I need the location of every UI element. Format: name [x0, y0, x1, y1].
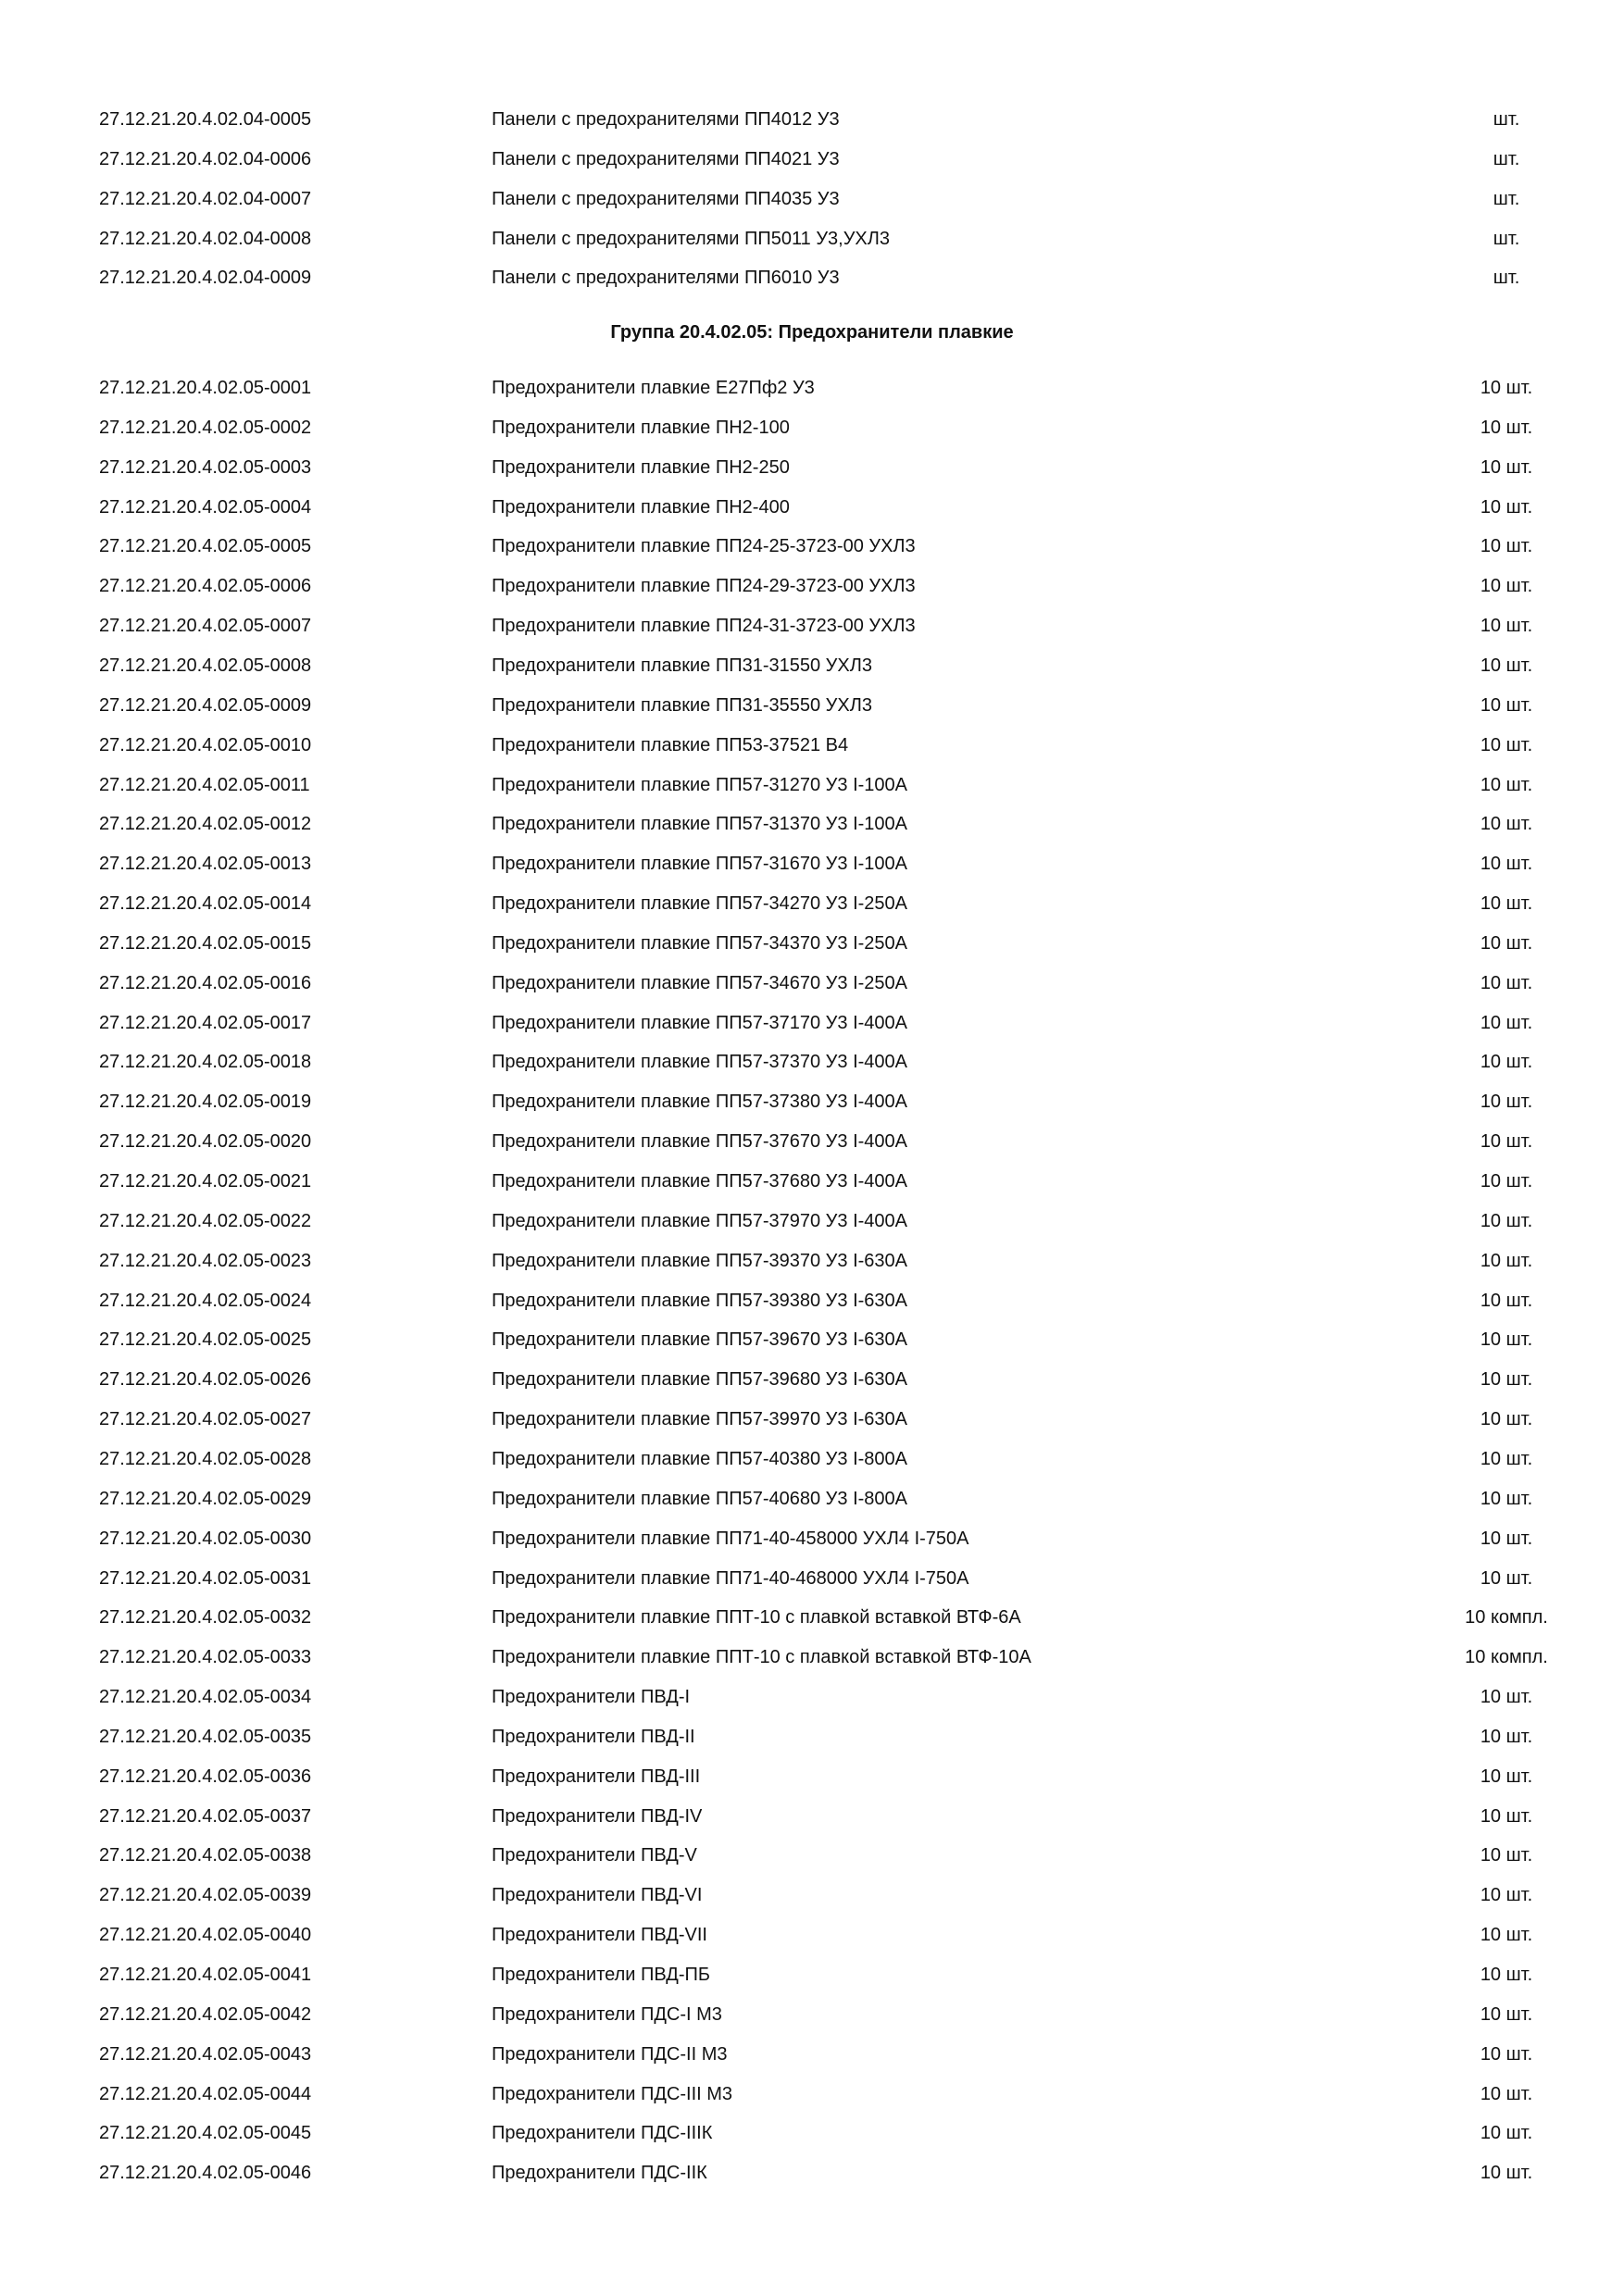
item-name: Предохранители плавкие ПП57-39670 У3 I-630А — [492, 1329, 907, 1351]
item-name: Предохранители плавкие ПП57-34270 У3 I-250А — [492, 893, 907, 915]
table-row — [0, 726, 1624, 765]
item-code: 27.12.21.20.4.02.05-0044 — [99, 2083, 312, 2104]
item-unit: 10 шт. — [1480, 536, 1533, 557]
item-name: Предохранители ПВД-II — [492, 1726, 695, 1747]
item-name: Предохранители плавкие ПП57-34370 У3 I-250А — [492, 932, 907, 954]
item-code: 27.12.21.20.4.02.04-0007 — [99, 188, 312, 209]
table-row — [0, 1202, 1624, 1241]
table-row — [0, 1320, 1624, 1359]
table-row — [0, 258, 1624, 297]
table-row — [0, 964, 1624, 1003]
item-name: Предохранители плавкие ПП31-31550 УХЛ3 — [492, 655, 872, 676]
item-name: Предохранители ПДС-II М3 — [492, 2043, 728, 2065]
table-row — [0, 1876, 1624, 1915]
item-unit: 10 шт. — [1480, 1131, 1533, 1153]
item-code: 27.12.21.20.4.02.05-0010 — [99, 734, 312, 755]
item-name: Предохранители плавкие ПН2-250 — [492, 456, 790, 478]
item-code: 27.12.21.20.4.02.05-0020 — [99, 1131, 312, 1153]
table-row — [0, 1360, 1624, 1399]
item-code: 27.12.21.20.4.02.05-0017 — [99, 1012, 312, 1033]
item-code: 27.12.21.20.4.02.05-0004 — [99, 496, 312, 518]
table-row — [0, 1162, 1624, 1201]
item-name: Предохранители плавкие ПП57-40680 У3 I-800А — [492, 1488, 907, 1509]
item-name: Предохранители плавкие ПП57-37970 У3 I-400А — [492, 1210, 907, 1231]
table-row — [0, 1717, 1624, 1756]
table-row — [0, 1082, 1624, 1121]
item-code: 27.12.21.20.4.02.05-0039 — [99, 1885, 312, 1906]
item-unit: 10 шт. — [1480, 1329, 1533, 1351]
table-row — [0, 1242, 1624, 1280]
item-unit: 10 шт. — [1480, 854, 1533, 875]
item-name: Предохранители плавкие ПП57-34670 У3 I-250А — [492, 972, 907, 993]
item-code: 27.12.21.20.4.02.05-0026 — [99, 1369, 312, 1391]
item-code: 27.12.21.20.4.02.04-0006 — [99, 148, 312, 169]
item-name: Предохранители плавкие ППТ-10 с плавкой вставкой ВТФ-6А — [492, 1607, 1021, 1628]
item-unit: 10 шт. — [1480, 456, 1533, 478]
table-row — [0, 1004, 1624, 1042]
item-unit: 10 шт. — [1480, 1726, 1533, 1747]
item-unit: 10 шт. — [1480, 1250, 1533, 1271]
item-code: 27.12.21.20.4.02.05-0014 — [99, 893, 312, 915]
item-name: Предохранители ПВД-ПБ — [492, 1965, 710, 1985]
item-name: Панели с предохранителями ПП4035 У3 — [492, 188, 840, 209]
table-row — [0, 219, 1624, 258]
table-row — [0, 527, 1624, 566]
item-unit: шт. — [1493, 148, 1520, 169]
item-name: Предохранители ПВД-VI — [492, 1885, 703, 1906]
table-row — [0, 805, 1624, 843]
item-unit: 10 шт. — [1480, 1448, 1533, 1469]
item-unit: 10 шт. — [1480, 972, 1533, 993]
item-name: Предохранители ПДС-III М3 — [492, 2083, 733, 2104]
table-row — [0, 1836, 1624, 1875]
table-row — [0, 1995, 1624, 2034]
item-code: 27.12.21.20.4.02.05-0025 — [99, 1329, 312, 1351]
table-row — [0, 567, 1624, 605]
item-code: 27.12.21.20.4.02.05-0045 — [99, 2123, 312, 2144]
item-name: Предохранители плавкие ППТ-10 с плавкой вставкой ВТФ-10А — [492, 1647, 1031, 1668]
item-name: Предохранители плавкие ПП31-35550 УХЛ3 — [492, 694, 872, 716]
item-name: Предохранители ПВД-IV — [492, 1805, 703, 1827]
item-code: 27.12.21.20.4.02.04-0005 — [99, 109, 312, 130]
item-name: Предохранители плавкие ПП57-39380 У3 I-630А — [492, 1290, 907, 1311]
table-row — [0, 766, 1624, 805]
item-unit: 10 шт. — [1480, 1092, 1533, 1113]
item-name: Предохранители плавкие ПП57-37370 У3 I-400А — [492, 1052, 907, 1073]
table-row — [0, 924, 1624, 963]
item-code: 27.12.21.20.4.02.05-0041 — [99, 1965, 312, 1985]
item-unit: 10 шт. — [1480, 1766, 1533, 1787]
item-code: 27.12.21.20.4.02.05-0008 — [99, 655, 312, 676]
item-unit: 10 компл. — [1465, 1647, 1548, 1668]
item-unit: 10 шт. — [1480, 1171, 1533, 1192]
item-unit: 10 шт. — [1480, 2083, 1533, 2104]
item-unit: шт. — [1493, 109, 1520, 130]
item-code: 27.12.21.20.4.02.05-0024 — [99, 1290, 312, 1311]
item-code: 27.12.21.20.4.02.05-0037 — [99, 1805, 312, 1827]
item-code: 27.12.21.20.4.02.05-0001 — [99, 378, 312, 398]
table-row — [0, 488, 1624, 527]
item-name: Предохранители плавкие ПН2-100 — [492, 417, 790, 438]
table-row — [0, 1281, 1624, 1320]
item-unit: 10 шт. — [1480, 576, 1533, 597]
item-unit: 10 шт. — [1480, 1528, 1533, 1549]
item-code: 27.12.21.20.4.02.05-0038 — [99, 1845, 312, 1866]
item-code: 27.12.21.20.4.02.05-0032 — [99, 1607, 312, 1628]
table-row — [0, 1638, 1624, 1677]
table-row — [0, 686, 1624, 725]
table-row — [0, 1678, 1624, 1716]
item-unit: 10 шт. — [1480, 1885, 1533, 1906]
item-unit: 10 шт. — [1480, 1687, 1533, 1708]
table-row — [0, 1519, 1624, 1558]
item-code: 27.12.21.20.4.02.05-0011 — [99, 774, 310, 795]
table-row — [0, 448, 1624, 487]
item-unit: 10 шт. — [1480, 1567, 1533, 1589]
item-name: Панели с предохранителями ПП5011 У3,УХЛ3 — [492, 228, 890, 249]
table-row — [0, 1559, 1624, 1598]
item-unit: 10 шт. — [1480, 378, 1533, 398]
item-unit: 10 шт. — [1480, 734, 1533, 755]
group-heading: Группа 20.4.02.05: Предохранители плавкие — [610, 322, 1014, 343]
table-row — [0, 1440, 1624, 1479]
item-name: Предохранители ПВД-VII — [492, 1925, 707, 1946]
item-unit: 10 шт. — [1480, 1965, 1533, 1985]
item-code: 27.12.21.20.4.02.05-0043 — [99, 2043, 312, 2065]
item-name: Панели с предохранителями ПП4021 У3 — [492, 148, 840, 169]
item-code: 27.12.21.20.4.02.05-0035 — [99, 1726, 312, 1747]
item-name: Панели с предохранителями ПП4012 У3 — [492, 109, 840, 130]
table-row — [0, 408, 1624, 447]
table-row — [0, 2035, 1624, 2074]
item-unit: 10 шт. — [1480, 774, 1533, 795]
item-unit: 10 шт. — [1480, 417, 1533, 438]
item-name: Предохранители плавкие ПП71-40-468000 УХЛ4 I-750А — [492, 1567, 969, 1589]
item-code: 27.12.21.20.4.02.05-0031 — [99, 1567, 312, 1589]
item-code: 27.12.21.20.4.02.05-0036 — [99, 1766, 312, 1787]
item-code: 27.12.21.20.4.02.05-0018 — [99, 1052, 312, 1073]
item-name: Предохранители плавкие ПП24-25-3723-00 УХЛ3 — [492, 536, 916, 557]
item-name: Предохранители плавкие ПП53-37521 В4 — [492, 734, 849, 755]
item-name: Предохранители ПВД-I — [492, 1687, 691, 1708]
item-unit: 10 шт. — [1480, 2163, 1533, 2184]
table-row — [0, 100, 1624, 139]
item-unit: 10 шт. — [1480, 893, 1533, 915]
item-code: 27.12.21.20.4.02.05-0022 — [99, 1210, 312, 1231]
item-code: 27.12.21.20.4.02.05-0009 — [99, 694, 312, 716]
item-unit: 10 шт. — [1480, 1290, 1533, 1311]
table-row — [0, 180, 1624, 218]
item-name: Предохранители плавкие ПП57-39370 У3 I-630А — [492, 1250, 907, 1271]
item-unit: 10 шт. — [1480, 1210, 1533, 1231]
table-row — [0, 1479, 1624, 1518]
item-code: 27.12.21.20.4.02.05-0002 — [99, 417, 312, 438]
item-unit: 10 шт. — [1480, 1845, 1533, 1866]
table-row — [0, 1400, 1624, 1439]
item-code: 27.12.21.20.4.02.05-0013 — [99, 854, 312, 875]
item-unit: 10 шт. — [1480, 932, 1533, 954]
item-code: 27.12.21.20.4.02.05-0042 — [99, 2003, 312, 2025]
item-name: Предохранители плавкие ПП57-37670 У3 I-400А — [492, 1131, 907, 1153]
table-row — [0, 1757, 1624, 1796]
item-code: 27.12.21.20.4.02.05-0030 — [99, 1528, 312, 1549]
item-code: 27.12.21.20.4.02.05-0028 — [99, 1448, 312, 1469]
item-name: Панели с предохранителями ПП6010 У3 — [492, 268, 840, 289]
item-code: 27.12.21.20.4.02.05-0029 — [99, 1488, 312, 1509]
item-name: Предохранители плавкие ПП57-37170 У3 I-400А — [492, 1012, 907, 1033]
item-unit: 10 шт. — [1480, 1925, 1533, 1946]
item-unit: 10 шт. — [1480, 2123, 1533, 2144]
item-name: Предохранители плавкие ПП57-37380 У3 I-400А — [492, 1092, 907, 1113]
item-code: 27.12.21.20.4.02.04-0009 — [99, 268, 312, 289]
item-name: Предохранители плавкие ПП57-39680 У3 I-630А — [492, 1369, 907, 1391]
item-name: Предохранители плавкие ПП57-40380 У3 I-800А — [492, 1448, 907, 1469]
table-row — [0, 2153, 1624, 2192]
item-unit: 10 шт. — [1480, 2043, 1533, 2065]
item-unit: шт. — [1493, 228, 1520, 249]
table-row — [0, 368, 1624, 407]
item-name: Предохранители ПДС-IIК — [492, 2163, 707, 2184]
item-unit: 10 шт. — [1480, 1805, 1533, 1827]
item-name: Предохранители плавкие ПН2-400 — [492, 496, 790, 518]
table-row — [0, 1122, 1624, 1161]
table-row — [0, 1915, 1624, 1954]
item-code: 27.12.21.20.4.02.05-0040 — [99, 1925, 312, 1946]
item-code: 27.12.21.20.4.02.05-0019 — [99, 1092, 312, 1113]
item-name: Предохранители ПВД-III — [492, 1766, 701, 1787]
item-unit: 10 шт. — [1480, 1369, 1533, 1391]
item-unit: 10 шт. — [1480, 814, 1533, 835]
table-row — [0, 2075, 1624, 2114]
table-row — [0, 844, 1624, 883]
item-name: Предохранители ПДС-IIIК — [492, 2123, 713, 2144]
item-unit: 10 шт. — [1480, 1052, 1533, 1073]
item-name: Предохранители плавкие ПП57-31270 У3 I-100А — [492, 774, 907, 795]
item-name: Предохранители плавкие ПП57-37680 У3 I-400А — [492, 1171, 907, 1192]
item-unit: 10 шт. — [1480, 655, 1533, 676]
item-code: 27.12.21.20.4.02.05-0046 — [99, 2163, 312, 2184]
table-row — [0, 2114, 1624, 2152]
item-name: Предохранители плавкие ПП57-31370 У3 I-100А — [492, 814, 907, 835]
item-unit: шт. — [1493, 188, 1520, 209]
item-name: Предохранители плавкие Е27Пф2 У3 — [492, 378, 815, 398]
item-unit: 10 шт. — [1480, 2003, 1533, 2025]
item-name: Предохранители плавкие ПП57-39970 У3 I-630А — [492, 1409, 907, 1430]
table-row — [0, 1955, 1624, 1994]
item-name: Предохранители плавкие ПП57-31670 У3 I-100А — [492, 854, 907, 875]
item-unit: 10 шт. — [1480, 1488, 1533, 1509]
table-row — [0, 140, 1624, 179]
table-row — [0, 1042, 1624, 1081]
item-unit: 10 шт. — [1480, 1409, 1533, 1430]
item-code: 27.12.21.20.4.02.04-0008 — [99, 228, 312, 249]
table-row — [0, 884, 1624, 923]
item-unit: 10 компл. — [1465, 1607, 1548, 1628]
item-code: 27.12.21.20.4.02.05-0015 — [99, 932, 312, 954]
item-code: 27.12.21.20.4.02.05-0007 — [99, 616, 312, 637]
item-code: 27.12.21.20.4.02.05-0021 — [99, 1171, 312, 1192]
item-code: 27.12.21.20.4.02.05-0005 — [99, 536, 312, 557]
item-unit: шт. — [1493, 268, 1520, 289]
item-code: 27.12.21.20.4.02.05-0027 — [99, 1409, 312, 1430]
table-row — [0, 1598, 1624, 1637]
item-code: 27.12.21.20.4.02.05-0006 — [99, 576, 312, 597]
item-code: 27.12.21.20.4.02.05-0034 — [99, 1687, 312, 1708]
table-row — [0, 646, 1624, 685]
item-unit: 10 шт. — [1480, 694, 1533, 716]
item-name: Предохранители плавкие ПП24-31-3723-00 УХЛ3 — [492, 616, 916, 637]
item-name: Предохранители ПВД-V — [492, 1845, 697, 1866]
item-unit: 10 шт. — [1480, 496, 1533, 518]
table-row — [0, 1797, 1624, 1836]
item-unit: 10 шт. — [1480, 616, 1533, 637]
table-row — [0, 606, 1624, 645]
item-code: 27.12.21.20.4.02.05-0033 — [99, 1647, 312, 1668]
item-unit: 10 шт. — [1480, 1012, 1533, 1033]
item-code: 27.12.21.20.4.02.05-0012 — [99, 814, 312, 835]
item-name: Предохранители ПДС-I М3 — [492, 2003, 722, 2025]
item-name: Предохранители плавкие ПП71-40-458000 УХЛ4 I-750А — [492, 1528, 969, 1549]
item-code: 27.12.21.20.4.02.05-0003 — [99, 456, 312, 478]
item-code: 27.12.21.20.4.02.05-0016 — [99, 972, 312, 993]
item-name: Предохранители плавкие ПП24-29-3723-00 УХЛ3 — [492, 576, 916, 597]
item-code: 27.12.21.20.4.02.05-0023 — [99, 1250, 312, 1271]
